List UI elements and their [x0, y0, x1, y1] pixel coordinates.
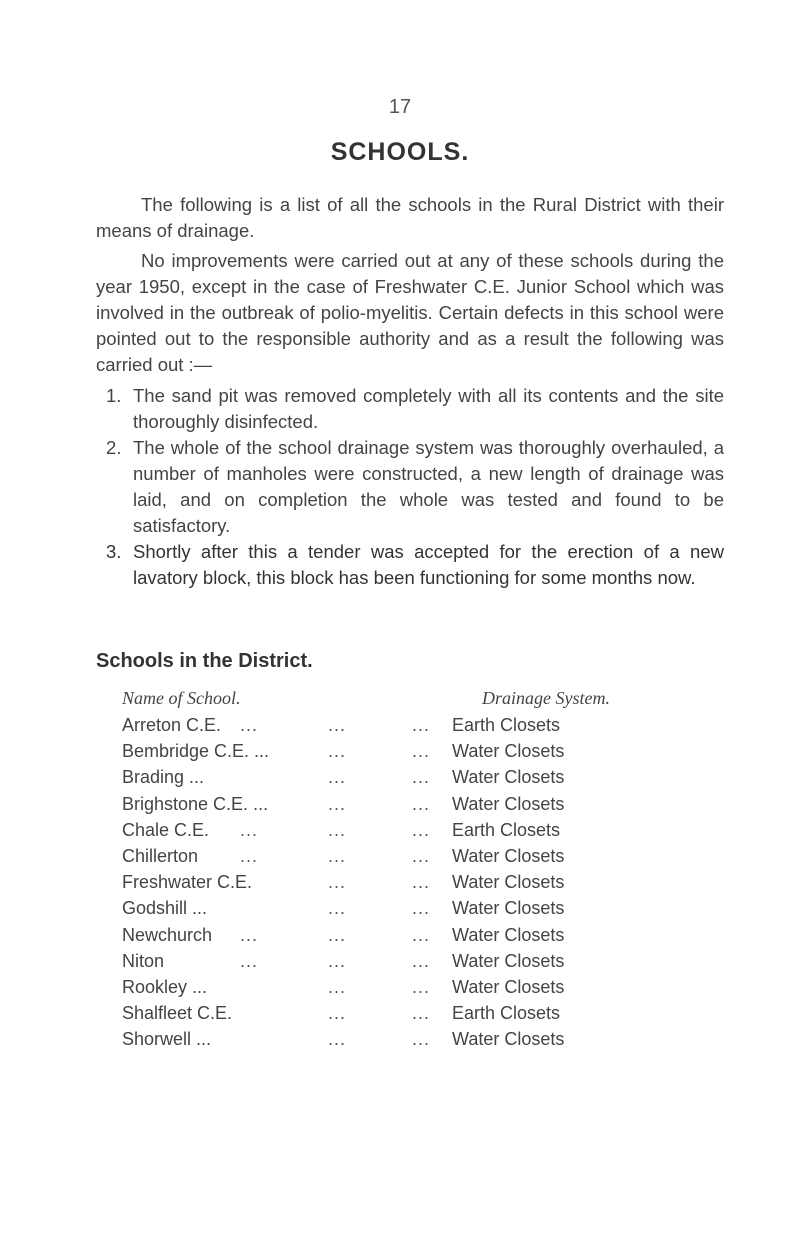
- leader-dots: ...: [328, 1003, 347, 1024]
- leader-dots: ...: [328, 767, 347, 788]
- page-title: SCHOOLS.: [330, 138, 470, 166]
- table-row: [122, 846, 742, 872]
- leader-dots: ...: [328, 845, 347, 866]
- actions-list: [96, 383, 724, 591]
- schools-table: [122, 715, 742, 1055]
- leader-dots: ...: [412, 1029, 431, 1050]
- intro-paragraph: The following is a list of all the schools in the Rural District with their means of drainage.: [96, 194, 724, 241]
- leader-dots: ...: [240, 845, 259, 866]
- table-row: [122, 741, 742, 767]
- leader-dots: ...: [240, 715, 259, 735]
- drainage-system: Water Closets: [452, 872, 565, 893]
- school-name: Rookley ...: [122, 976, 208, 997]
- leader-dots: ...: [328, 976, 347, 997]
- leader-dots: ...: [328, 950, 347, 971]
- list-item-number: 1.: [106, 385, 122, 406]
- table-row: [122, 794, 742, 820]
- leader-dots: ...: [328, 741, 347, 762]
- list-item-text: The sand pit was removed completely with all its contents and the site thoroughly disinfected.: [133, 385, 724, 432]
- table-row: [122, 925, 742, 951]
- table-row: [122, 898, 742, 924]
- leader-dots: ...: [412, 819, 431, 840]
- drainage-system: Earth Closets: [452, 1003, 561, 1024]
- drainage-system: Water Closets: [452, 845, 565, 866]
- list-item: [96, 435, 724, 539]
- table-row: [122, 820, 742, 846]
- drainage-system: Water Closets: [452, 898, 565, 919]
- school-name: Brighstone C.E. ...: [122, 793, 269, 814]
- leader-dots: ...: [328, 793, 347, 814]
- school-name: Niton: [122, 950, 165, 971]
- leader-dots: ...: [412, 793, 431, 814]
- leader-dots: ...: [412, 1003, 431, 1024]
- leader-dots: ...: [412, 741, 431, 762]
- table-row: [122, 1003, 742, 1029]
- leader-dots: ...: [412, 950, 431, 971]
- school-name: Newchurch: [122, 924, 213, 945]
- table-row: [122, 951, 742, 977]
- school-name: Chale C.E.: [122, 819, 210, 840]
- column-header-drainage: Drainage System.: [482, 688, 610, 708]
- list-item-number: 2.: [106, 437, 122, 458]
- list-item-number: 3.: [106, 541, 122, 562]
- drainage-system: Water Closets: [452, 767, 565, 788]
- drainage-system: Water Closets: [452, 924, 565, 945]
- leader-dots: ...: [328, 898, 347, 919]
- leader-dots: ...: [412, 976, 431, 997]
- drainage-system: Water Closets: [452, 741, 565, 762]
- page-number: 17: [388, 96, 412, 118]
- improvements-paragraph: No improvements were carried out at any of these schools during the year 1950, except in the case of Freshwater C.E. Junior School which was involved in the outbreak of polio-myelitis. Certain defects in this school were pointed out to the responsible authority and as a result the following was carried out :—: [96, 250, 724, 375]
- leader-dots: ...: [412, 767, 431, 788]
- list-item: [96, 539, 724, 591]
- leader-dots: ...: [412, 924, 431, 945]
- drainage-system: Water Closets: [452, 793, 565, 814]
- drainage-system: Earth Closets: [452, 715, 561, 735]
- table-row: [122, 767, 742, 793]
- list-item-text: The whole of the school drainage system was thoroughly overhauled, a number of manholes were constructed, a new length of drainage was laid, and on completion the whole was tested and found to be satisfactory.: [133, 437, 724, 536]
- leader-dots: ...: [412, 845, 431, 866]
- table-row: [122, 715, 742, 741]
- school-name: Godshill ...: [122, 898, 208, 919]
- school-name: Brading ...: [122, 767, 205, 788]
- drainage-system: Earth Closets: [452, 819, 561, 840]
- leader-dots: ...: [328, 872, 347, 893]
- leader-dots: ...: [412, 898, 431, 919]
- list-item-text: Shortly after this a tender was accepted for the erection of a new lavatory block, this block has been functioning for some months now.: [133, 541, 724, 588]
- school-name: Chillerton: [122, 845, 199, 866]
- school-name: Bembridge C.E. ...: [122, 741, 270, 762]
- drainage-system: Water Closets: [452, 950, 565, 971]
- section-heading: Schools in the District.: [96, 650, 313, 672]
- school-name: Freshwater C.E.: [122, 872, 253, 893]
- list-item: [96, 383, 724, 435]
- school-name: Shorwell ...: [122, 1029, 212, 1050]
- leader-dots: ...: [240, 924, 259, 945]
- school-name: Arreton C.E.: [122, 715, 222, 735]
- table-row: [122, 1029, 742, 1055]
- school-name: Shalfleet C.E.: [122, 1003, 233, 1024]
- column-header-name: Name of School.: [122, 688, 241, 708]
- leader-dots: ...: [328, 819, 347, 840]
- drainage-system: Water Closets: [452, 1029, 565, 1050]
- leader-dots: ...: [412, 872, 431, 893]
- leader-dots: ...: [240, 819, 259, 840]
- leader-dots: ...: [240, 950, 259, 971]
- table-row: [122, 872, 742, 898]
- leader-dots: ...: [328, 715, 347, 735]
- drainage-system: Water Closets: [452, 976, 565, 997]
- leader-dots: ...: [328, 924, 347, 945]
- leader-dots: ...: [328, 1029, 347, 1050]
- table-row: [122, 977, 742, 1003]
- leader-dots: ...: [412, 715, 431, 735]
